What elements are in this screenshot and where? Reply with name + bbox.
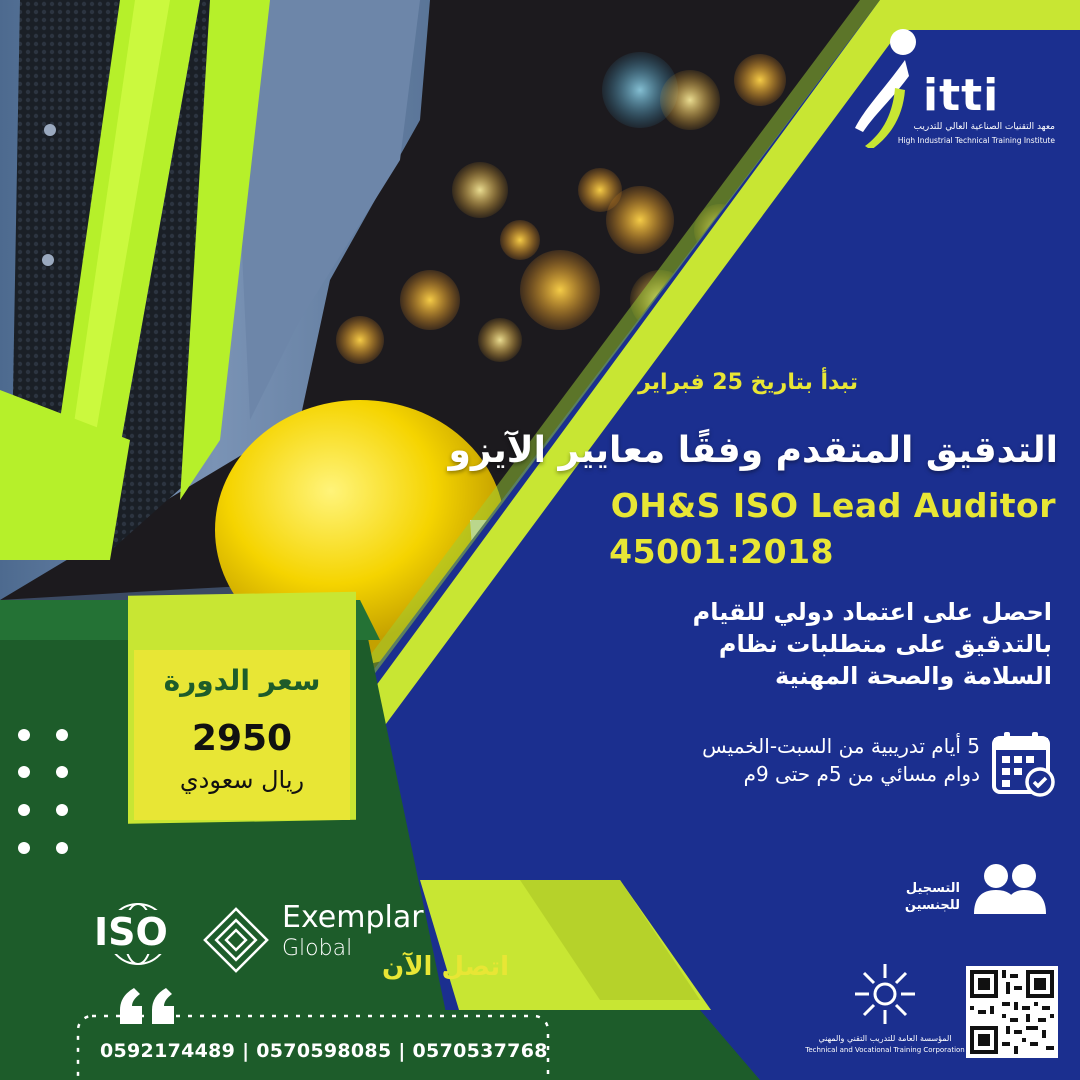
- course-description: [492, 596, 1052, 692]
- itti-logo: [855, 28, 1055, 168]
- tvtc-emblem-icon: [845, 960, 925, 1032]
- iso-text: ISO: [94, 910, 168, 954]
- course-title-en-line1: OH&S ISO Lead Auditor: [610, 486, 1056, 525]
- description-line: احصل على اعتماد دولي للقيام: [692, 598, 1052, 626]
- logo-subtitle-en: High Industrial Technical Training Institute: [897, 136, 1055, 145]
- iso-logo: [92, 900, 182, 970]
- price-label: سعر الدورة: [163, 664, 321, 697]
- price-currency: ريال سعودي: [179, 766, 305, 794]
- course-title-ar: التدقيق المتقدم وفقًا معايير الآيزو: [448, 430, 1058, 471]
- tvtc-name-ar: المؤسسة العامة للتدريب التقني والمهني: [818, 1034, 952, 1043]
- exemplar-name: Exemplar: [282, 900, 424, 935]
- exemplar-logo-icon: [196, 900, 276, 980]
- description-line: السلامة والصحة المهنية: [775, 662, 1052, 690]
- qr-code[interactable]: [966, 966, 1058, 1058]
- exemplar-sub: Global: [282, 936, 353, 961]
- registration-line: للجنسين: [904, 898, 960, 913]
- contact-now-label: اتصل الآن: [382, 952, 510, 982]
- phone-numbers[interactable]: 0592174489 | 0570598085 | 0570537768: [100, 1040, 548, 1062]
- logo-text: itti: [923, 70, 1000, 121]
- description-line: بالتدقيق على متطلبات نظام: [718, 630, 1052, 658]
- schedule-line: 5 أيام تدريبية من السبت-الخميس: [702, 734, 980, 758]
- schedule-line: دوام مسائي من 5م حتى 9م: [743, 762, 980, 786]
- registration-line: التسجيل: [905, 881, 960, 896]
- price-value: 2950: [191, 718, 293, 759]
- tvtc-name-en: Technical and Vocational Training Corporation: [805, 1046, 965, 1054]
- logo-subtitle-ar: معهد التقنيات الصناعية العالي للتدريب: [913, 122, 1055, 132]
- course-schedule: [520, 732, 980, 788]
- start-date: تبدأ بتاريخ 25 فبراير: [638, 370, 858, 395]
- users-icon: [972, 860, 1048, 916]
- registration-info: [860, 880, 960, 914]
- course-title-en-line2: 45001:2018: [609, 532, 834, 571]
- calendar-check-icon: [990, 730, 1060, 800]
